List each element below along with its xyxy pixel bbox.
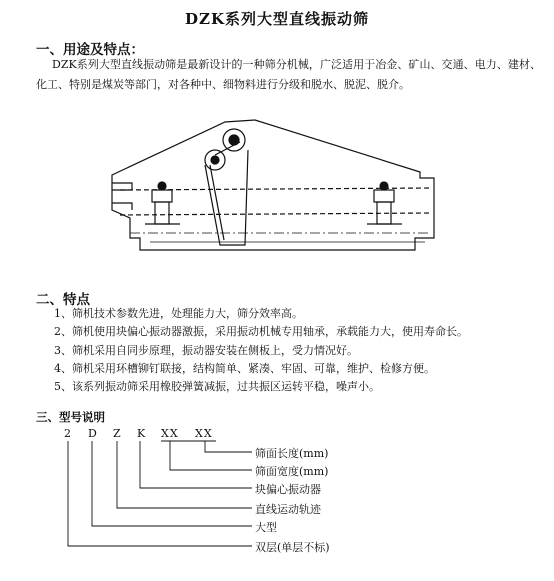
- code-char-large: D: [88, 427, 98, 440]
- document-title: DZK系列大型直线振动筛: [185, 10, 369, 28]
- code-char-linear: Z: [113, 427, 122, 440]
- label-screen-width: 筛面宽度(mm): [255, 465, 329, 478]
- section3-heading: 三、型号说明: [36, 410, 105, 424]
- section1-paragraph: DZK系列大型直线振动筛是最新设计的一种筛分机械，广泛适用于冶金、矿山、交通、电力、建材、化工、特别是煤炭等部门，对各种中、细物料进行分级和脱水、脱泥、脱介。: [36, 58, 541, 91]
- code-char-length: XX: [195, 427, 213, 440]
- leader-eccentric: [140, 441, 252, 488]
- section2-heading: 二、特点: [36, 292, 90, 308]
- leader-large: [92, 441, 252, 526]
- label-double-layer: 双层(单层不标): [255, 541, 330, 554]
- code-char-eccentric: K: [137, 427, 147, 440]
- feature-item-5: 5、该系列振动筛采用橡胶弹簧减振，过共振区运转平稳，噪声小。: [54, 380, 380, 393]
- label-linear-trajectory: 直线运动轨迹: [255, 503, 321, 516]
- leader-linear: [117, 441, 252, 508]
- feature-item-1: 1、筛机技术参数先进，处理能力大，筛分效率高。: [54, 307, 303, 320]
- leader-length: [205, 441, 252, 452]
- feature-item-3: 3、筛机采用自同步原理，振动器安装在侧板上，受力情况好。: [54, 344, 358, 357]
- leader-double-layer: [68, 441, 252, 546]
- leader-width: [170, 441, 252, 470]
- label-large: 大型: [255, 521, 277, 534]
- label-eccentric-exciter: 块偏心振动器: [255, 483, 321, 496]
- feature-item-2: 2、筛机使用块偏心振动器激振，采用振动机械专用轴承，承载能力大，使用寿命长。: [54, 325, 468, 338]
- code-char-double-layer: 2: [64, 427, 72, 440]
- feature-item-4: 4、筛机采用环槽铆钉联接，结构简单、紧凑、牢固、可靠，维护、检修方便。: [54, 362, 435, 375]
- section1-heading: 一、用途及特点：: [36, 42, 144, 58]
- label-screen-length: 筛面长度(mm): [255, 447, 329, 460]
- code-char-width: XX: [161, 427, 179, 440]
